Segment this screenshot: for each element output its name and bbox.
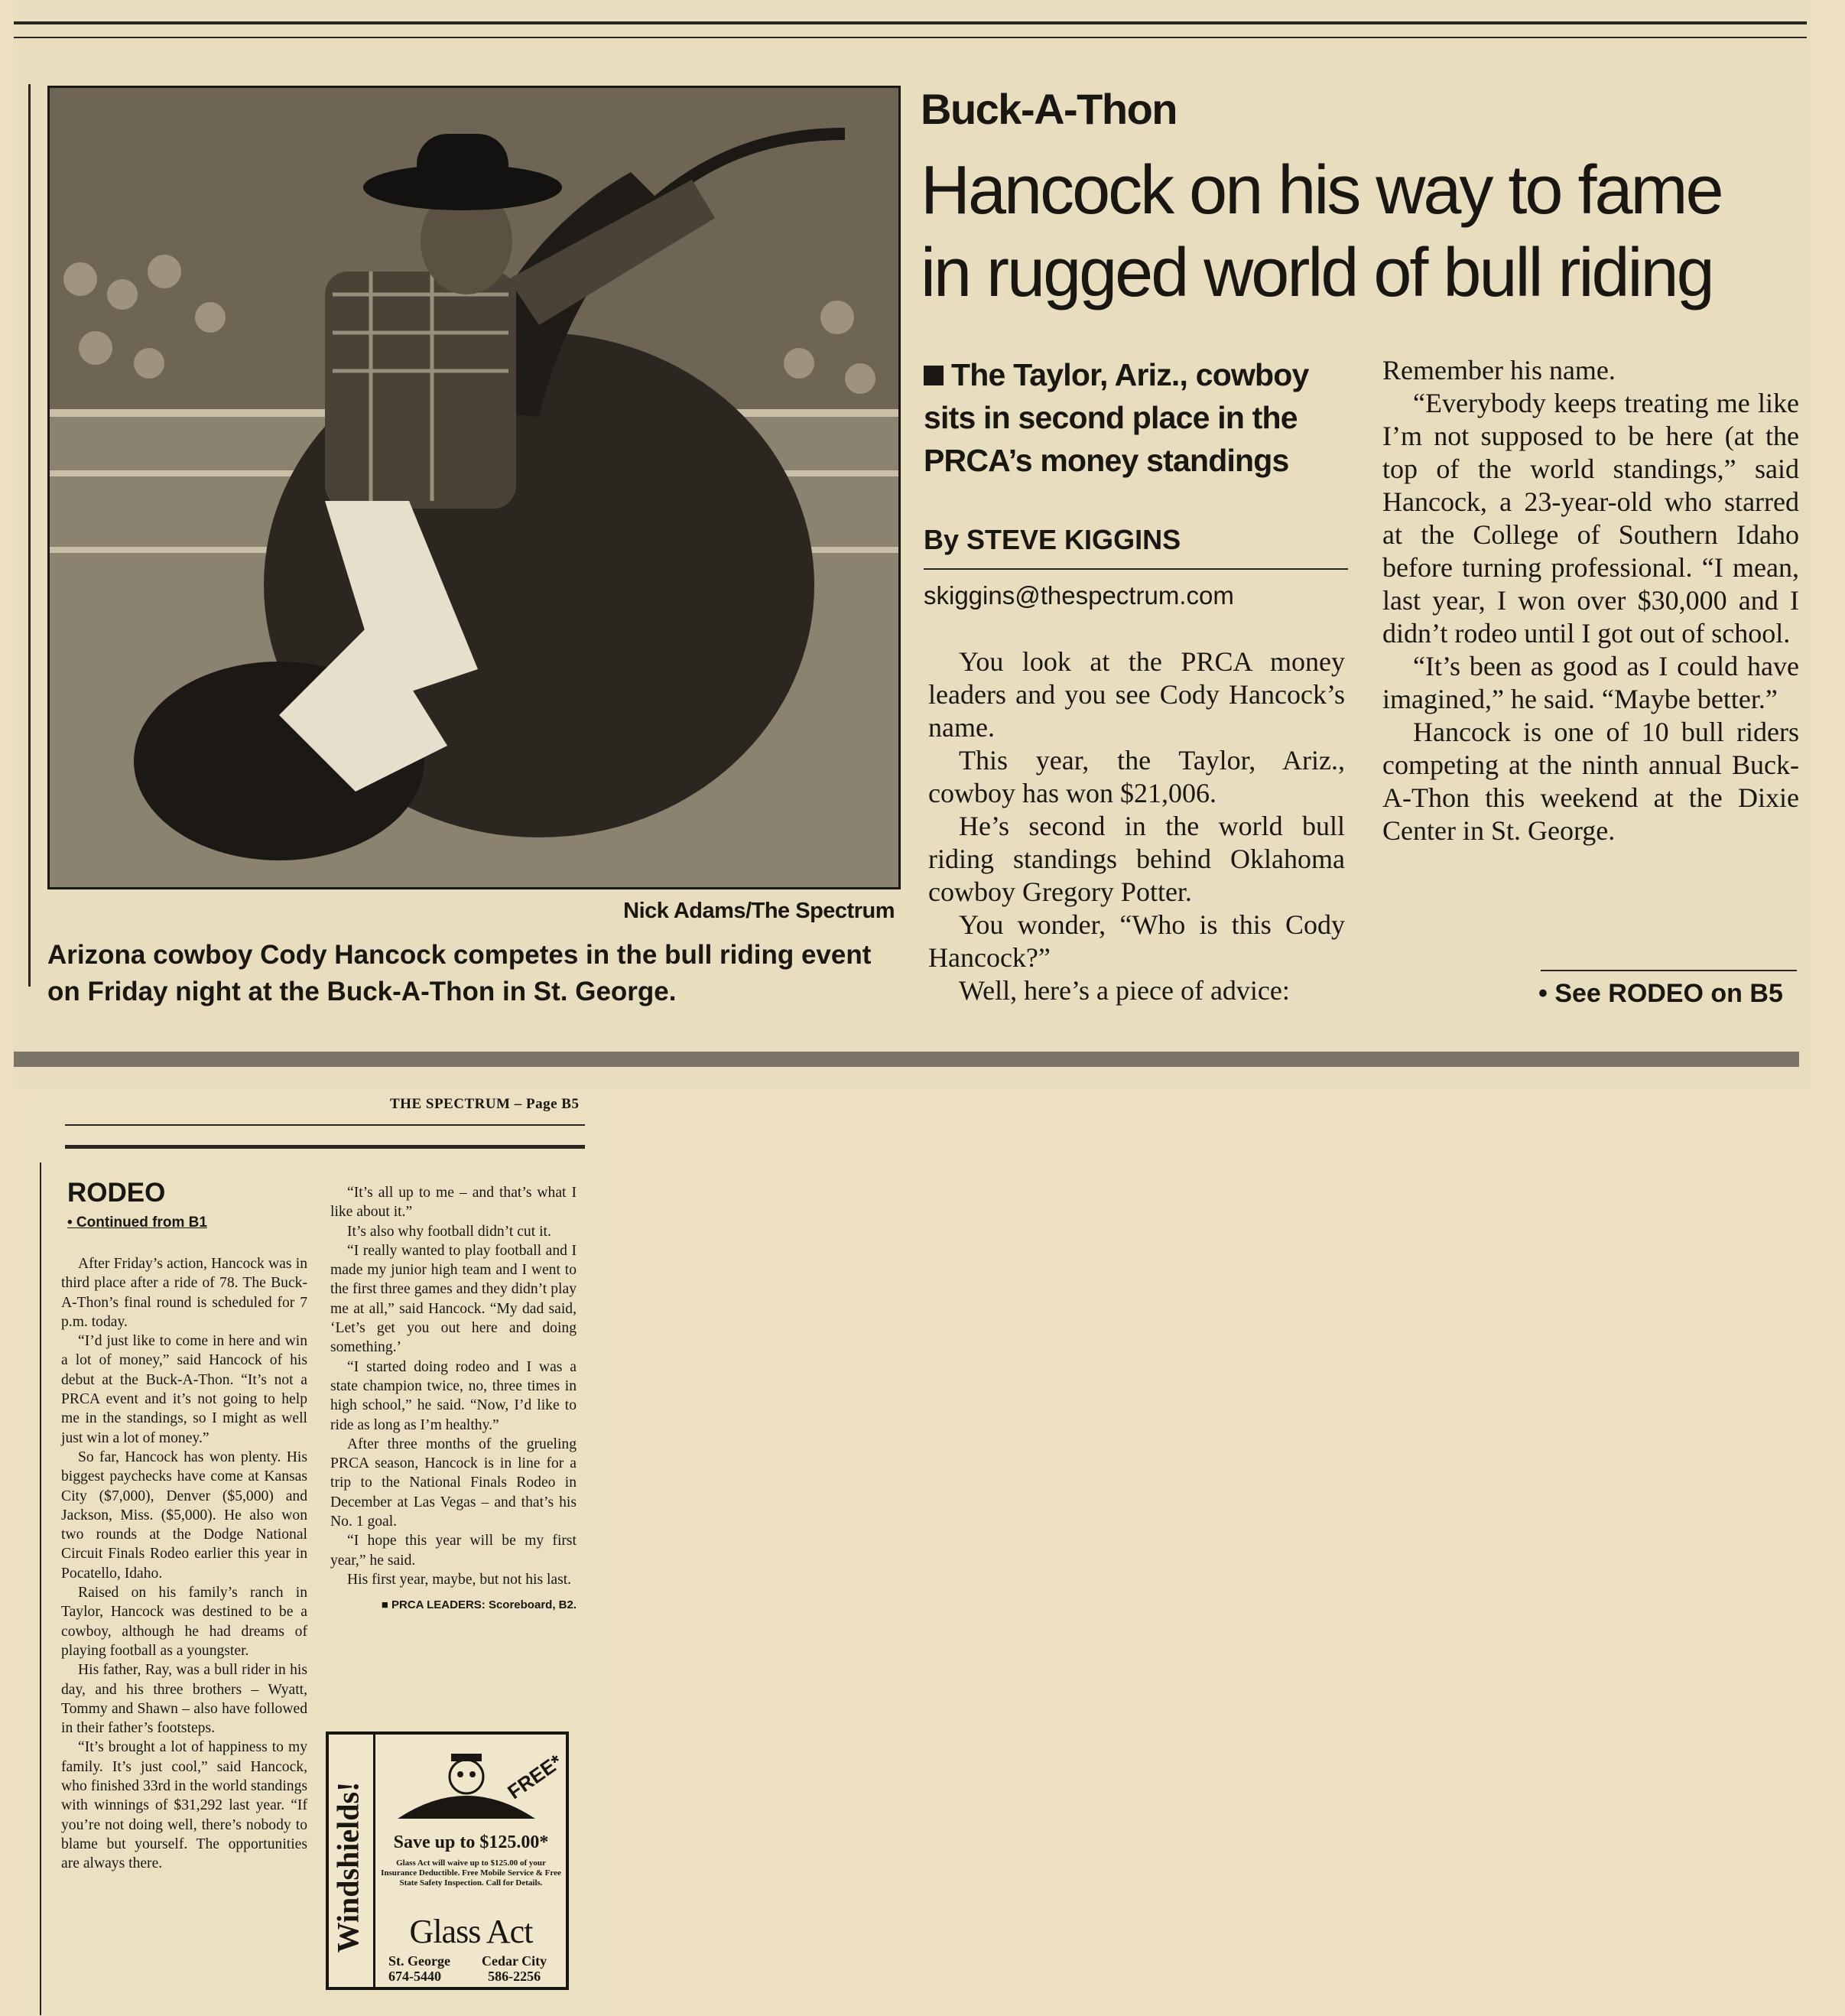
continuation-rule-second [65, 1145, 585, 1149]
paragraph: “Everybody keeps treating me like I’m not supposed to be here (at the top of the world standings,” said Hancock, a 23-year-old who starred at the College of Southern Idaho before turning professional. “I mean, last year, I won over $30,000 and I didn’t rodeo until I got out of school. [1382, 388, 1799, 649]
ad-free-badge: FREE* [503, 1750, 567, 1804]
paragraph: After Friday’s action, Hancock was in third place after a ride of 78. The Buck-A-Thon’s final round is scheduled for 7 p.m. today. [61, 1256, 307, 1330]
ad-city: St. George [388, 1953, 450, 1969]
page-line: THE SPECTRUM – Page B5 [390, 1096, 580, 1112]
article-column-1 [928, 645, 1345, 1007]
ad-brand: Glass Act [409, 1913, 533, 1950]
paragraph: “It’s all up to me – and that’s what I like about it.” [330, 1185, 577, 1221]
paragraph: He’s second in the world bull riding standings behind Oklahoma cowboy Gregory Potter. [928, 811, 1345, 907]
top-rule [14, 21, 1807, 24]
continuation-rule-top [65, 1124, 585, 1126]
continued-from: • Continued from B1 [67, 1214, 207, 1231]
byline-rule [924, 568, 1348, 570]
paragraph: After three months of the grueling PRCA season, Hancock is in line for a trip to the National Finals Rodeo in December at Las Vegas – and that’s his No. 1 goal. [330, 1436, 577, 1530]
ad-city: Cedar City [482, 1953, 547, 1969]
bullet-square-icon [924, 366, 944, 385]
paragraph: His first year, maybe, but not his last. [347, 1571, 572, 1588]
ad-fine-print: Glass Act will waive up to $125.00 of your Insurance Deductible. Free Mobile Service & Free State Safety Inspection. Call for Details. [381, 1858, 561, 1888]
paragraph: Raised on his family’s ranch in Taylor, Hancock was destined to be a cowboy, although he had dreams of playing football as a youngster. [61, 1585, 307, 1659]
kicker: Buck-A-Thon [921, 85, 1177, 133]
article-column-2 [1382, 354, 1799, 847]
paragraph: “It’s brought a lot of happiness to my family. It’s just cool,” said Hancock, who finished 33rd in the world standings with winnings of $31,292 last year. “If you’re not doing well, there’s nobody to blame but yourself. The opportunities are always there. [61, 1739, 307, 1872]
paragraph: Remember his name. [1382, 355, 1616, 385]
paragraph: Hancock is one of 10 bull riders competing at the ninth annual Buck-A-Thon this weekend at the Dixie Center in St. George. [1382, 717, 1799, 846]
bull-riding-photo [47, 86, 901, 889]
paragraph: “I hope this year will be my first year,” he said. [330, 1533, 577, 1569]
continuation-column-2 [330, 1183, 577, 1615]
jump-line: • See RODEO on B5 [1538, 979, 1783, 1008]
paragraph: So far, Hancock has won plenty. His biggest paychecks have come at Kansas City ($7,000), Denver ($5,000) and Jackson, Miss. ($5,000). He also won two rounds at the Dodge National Circuit Finals Rodeo earlier this year in Pocatello, Idaho. [61, 1449, 307, 1582]
ad-side-banner [329, 1735, 375, 1987]
author-email: skiggins@thespectrum.com [924, 581, 1234, 610]
photo-credit: Nick Adams/The Spectrum [623, 899, 895, 923]
ad-location-st-george [388, 1953, 450, 1984]
bottom-rule [14, 1052, 1799, 1067]
paragraph: You look at the PRCA money leaders and you see Cody Hancock’s name. [928, 646, 1345, 743]
paragraph: You wonder, “Who is this Cody Hancock?” [928, 909, 1345, 973]
ad-headline: Save up to $125.00* [393, 1832, 549, 1852]
headline-line-2: in rugged world of bull riding [921, 235, 1713, 311]
jump-rule [1541, 970, 1797, 971]
paragraph: It’s also why football didn’t cut it. [347, 1223, 551, 1240]
paragraph: This year, the Taylor, Ariz., cowboy has won $21,006. [928, 745, 1345, 808]
headline [921, 149, 1823, 314]
top-rule-thin [14, 37, 1807, 38]
deck [924, 353, 1359, 482]
ad-phone: 586-2256 [488, 1969, 541, 1984]
deck-text: The Taylor, Ariz., cowboy sits in second place in the PRCA’s money standings [924, 357, 1309, 478]
paragraph: “I started doing rodeo and I was a state champion twice, no, three times in high school,” he said. “Now, I’d like to ride as long as I’m healthy.” [330, 1358, 577, 1433]
glass-act-ad [326, 1731, 569, 1990]
paragraph: “I really wanted to play football and I made my junior high team and I went to the first three games and they didn’t play me at all,” said Hancock. “My dad said, ‘Let’s get you out here and doing something.’ [330, 1242, 577, 1356]
ad-side-text: Windshields! [330, 1781, 365, 1953]
ad-location-cedar-city [482, 1953, 547, 1984]
photo-illustration [50, 88, 898, 887]
continuation-heading: RODEO [67, 1178, 166, 1208]
paragraph: “I’d just like to come in here and win a lot of money,” said Hancock of his debut at the Buck-A-Thon. “It’s not a PRCA event and it’s not going to help me in the standings, so I might as well just win a lot of money.” [61, 1333, 307, 1446]
ad-phone: 674-5440 [388, 1969, 441, 1984]
continuation-left-rule [40, 1162, 41, 2015]
paragraph: “It’s been as good as I could have imagined,” he said. “Maybe better.” [1382, 651, 1799, 714]
continuation-column-1 [61, 1254, 307, 1874]
cross-reference-note: ■ PRCA LEADERS: Scoreboard, B2. [381, 1598, 577, 1612]
paragraph: His father, Ray, was a bull rider in his day, and his three brothers – Wyatt, Tommy and Shawn – also have followed in their father’s footsteps. [61, 1662, 307, 1737]
headline-line-1: Hancock on his way to fame [921, 152, 1722, 229]
byline: By STEVE KIGGINS [924, 524, 1181, 555]
photo-cutline: Arizona cowboy Cody Hancock competes in the bull riding event on Friday night at the Buck-A-Thon in St. George. [47, 940, 872, 1006]
left-column-rule [28, 84, 31, 987]
paragraph: Well, here’s a piece of advice: [959, 975, 1290, 1006]
